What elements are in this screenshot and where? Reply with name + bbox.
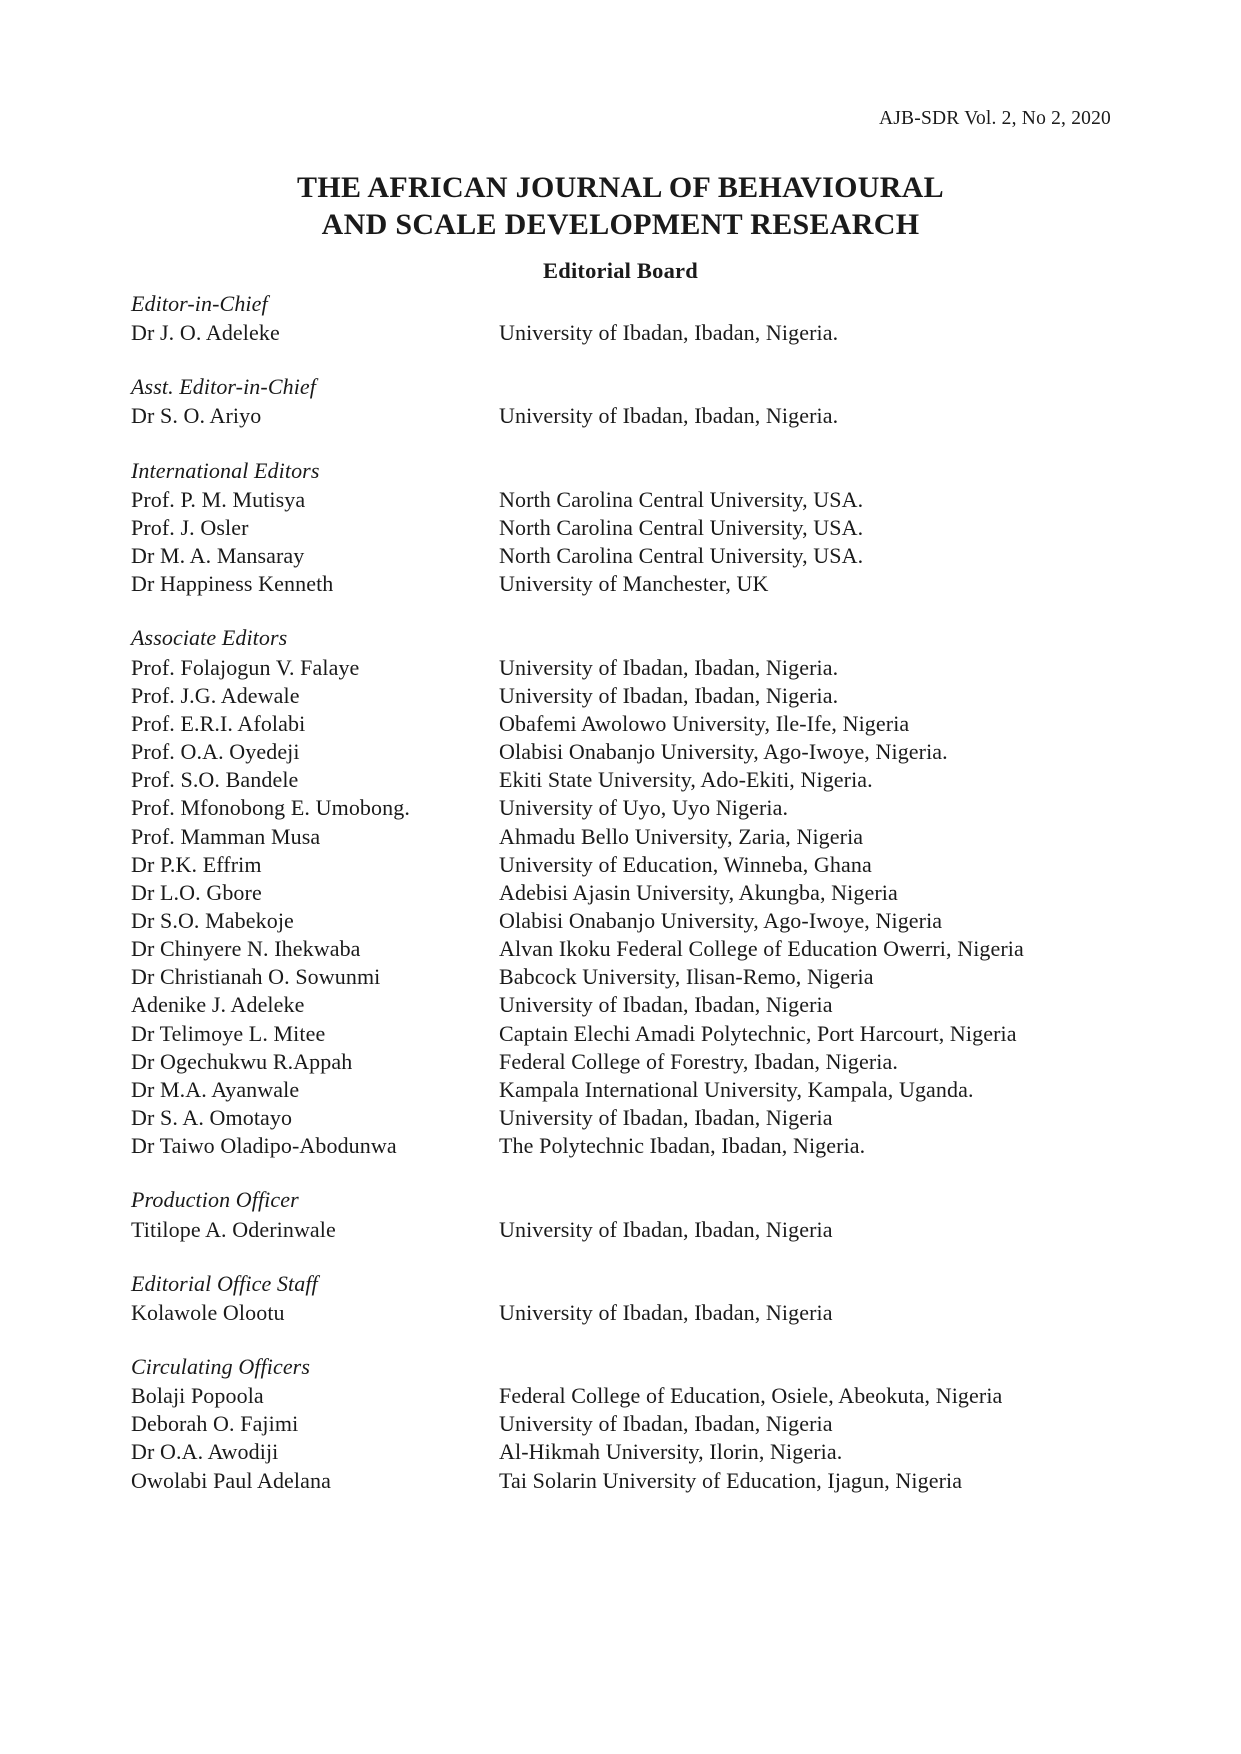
- member-name: Prof. J.G. Adewale: [131, 682, 300, 708]
- member-name: Dr Chinyere N. Ihekwaba: [131, 936, 361, 962]
- board-member-row: [131, 1299, 1131, 1327]
- member-affiliation: University of Ibadan, Ibadan, Nigeria: [499, 1411, 833, 1437]
- member-affiliation: Alvan Ikoku Federal College of Education Owerri, Nigeria: [499, 936, 1024, 962]
- board-member-row: [131, 1216, 1131, 1244]
- member-affiliation: Olabisi Onabanjo University, Ago-Iwoye, Nigeria: [499, 907, 943, 933]
- section-associate-editors: [131, 624, 1131, 1160]
- member-name: Deborah O. Fajimi: [131, 1411, 299, 1437]
- member-affiliation: University of Ibadan, Ibadan, Nigeria: [499, 1299, 833, 1325]
- issue-identifier: AJB-SDR Vol. 2, No 2, 2020: [878, 108, 1111, 129]
- section-asst-editor-in-chief: [131, 373, 1131, 430]
- board-member-row: [131, 1104, 1131, 1132]
- board-member-row: [131, 514, 1131, 542]
- board-member-row: [131, 1132, 1131, 1160]
- board-member-row: [131, 1382, 1131, 1410]
- member-name: Dr M. A. Mansaray: [131, 543, 305, 569]
- member-name: Prof. Mamman Musa: [131, 823, 321, 849]
- member-affiliation: Federal College of Forestry, Ibadan, Nigeria.: [499, 1048, 898, 1074]
- board-member-row: [131, 1410, 1131, 1438]
- section-international-editors: [131, 457, 1131, 599]
- section-title: Editor-in-Chief: [131, 291, 268, 316]
- member-affiliation: University of Ibadan, Ibadan, Nigeria: [499, 1105, 833, 1131]
- section-production-officer: [131, 1186, 1131, 1243]
- member-name: Kolawole Olootu: [131, 1299, 285, 1325]
- member-affiliation: University of Ibadan, Ibadan, Nigeria.: [499, 682, 839, 708]
- member-affiliation: University of Ibadan, Ibadan, Nigeria.: [499, 654, 839, 680]
- member-name: Adenike J. Adeleke: [131, 992, 305, 1018]
- member-name: Dr S. A. Omotayo: [131, 1105, 293, 1131]
- section-title: Circulating Officers: [131, 1354, 311, 1379]
- board-member-row: [131, 1438, 1131, 1466]
- member-affiliation: University of Manchester, UK: [499, 571, 769, 597]
- member-affiliation: University of Ibadan, Ibadan, Nigeria.: [499, 403, 839, 429]
- member-name: Prof. O.A. Oyedeji: [131, 739, 300, 765]
- board-member-row: [131, 823, 1131, 851]
- journal-title-line-2: AND SCALE DEVELOPMENT RESEARCH: [321, 207, 920, 241]
- member-affiliation: University of Ibadan, Ibadan, Nigeria: [499, 992, 833, 1018]
- member-name: Owolabi Paul Adelana: [131, 1467, 331, 1493]
- board-member-row: [131, 851, 1131, 879]
- member-name: Titilope A. Oderinwale: [131, 1216, 336, 1242]
- editorial-board-heading: Editorial Board: [543, 258, 698, 283]
- section-editorial-office-staff: [131, 1270, 1131, 1327]
- member-name: Prof. J. Osler: [131, 514, 249, 540]
- board-member-row: [131, 654, 1131, 682]
- board-member-row: [131, 486, 1131, 514]
- journal-title: [0, 170, 1241, 243]
- board-member-row: [131, 907, 1131, 935]
- member-affiliation: University of Ibadan, Ibadan, Nigeria.: [499, 320, 839, 346]
- board-member-row: [131, 319, 1131, 347]
- member-affiliation: Ahmadu Bello University, Zaria, Nigeria: [499, 823, 864, 849]
- journal-title-line-1: THE AFRICAN JOURNAL OF BEHAVIOURAL: [297, 171, 944, 204]
- member-affiliation: Federal College of Education, Osiele, Abeokuta, Nigeria: [499, 1383, 1003, 1409]
- section-circulating-officers: [131, 1353, 1131, 1495]
- member-name: Dr Telimoye L. Mitee: [131, 1020, 326, 1046]
- board-member-row: [131, 879, 1131, 907]
- section-title: Asst. Editor-in-Chief: [131, 374, 316, 400]
- member-name: Dr J. O. Adeleke: [131, 320, 280, 346]
- board-member-row: [131, 766, 1131, 794]
- member-name: Dr P.K. Effrim: [131, 851, 262, 877]
- board-member-row: [131, 963, 1131, 991]
- member-name: Dr Ogechukwu R.Appah: [131, 1048, 353, 1074]
- member-affiliation: North Carolina Central University, USA.: [499, 543, 864, 569]
- member-name: Prof. E.R.I. Afolabi: [131, 710, 306, 736]
- member-name: Bolaji Popoola: [131, 1383, 264, 1409]
- member-name: Dr S. O. Ariyo: [131, 403, 262, 429]
- section-title: Editorial Office Staff: [131, 1270, 318, 1296]
- board-member-row: [131, 542, 1131, 570]
- member-name: Dr S.O. Mabekoje: [131, 907, 294, 933]
- section-title: Associate Editors: [131, 625, 288, 651]
- member-affiliation: University of Education, Winneba, Ghana: [499, 851, 872, 877]
- board-member-row: [131, 1076, 1131, 1104]
- member-affiliation: The Polytechnic Ibadan, Ibadan, Nigeria.: [499, 1133, 866, 1159]
- member-affiliation: North Carolina Central University, USA.: [499, 486, 864, 512]
- member-affiliation: Captain Elechi Amadi Polytechnic, Port Harcourt, Nigeria: [499, 1020, 1017, 1046]
- editorial-board-list: [131, 290, 1131, 1495]
- member-affiliation: University of Uyo, Uyo Nigeria.: [499, 795, 789, 821]
- board-member-row: [131, 682, 1131, 710]
- section-spacer: [131, 1327, 1131, 1353]
- section-title: International Editors: [131, 457, 320, 483]
- member-name: Dr L.O. Gbore: [131, 879, 262, 905]
- board-member-row: [131, 570, 1131, 598]
- member-name: Dr Taiwo Oladipo-Abodunwa: [131, 1133, 397, 1159]
- member-affiliation: Obafemi Awolowo University, Ile-Ife, Nigeria: [499, 710, 910, 736]
- board-member-row: [131, 738, 1131, 766]
- member-name: Prof. S.O. Bandele: [131, 767, 299, 793]
- member-affiliation: North Carolina Central University, USA.: [499, 514, 864, 540]
- board-member-row: [131, 1467, 1131, 1495]
- section-title: Production Officer: [131, 1187, 299, 1213]
- member-affiliation: Babcock University, Ilisan-Remo, Nigeria: [499, 964, 874, 990]
- section-spacer: [131, 1160, 1131, 1186]
- member-affiliation: Adebisi Ajasin University, Akungba, Nigeria: [499, 879, 898, 905]
- member-name: Dr Happiness Kenneth: [131, 571, 334, 597]
- member-affiliation: Tai Solarin University of Education, Ijagun, Nigeria: [499, 1467, 963, 1493]
- board-member-row: [131, 935, 1131, 963]
- board-member-row: [131, 991, 1131, 1019]
- member-name: Dr O.A. Awodiji: [131, 1439, 279, 1465]
- member-affiliation: University of Ibadan, Ibadan, Nigeria: [499, 1216, 833, 1242]
- member-affiliation: Al-Hikmah University, Ilorin, Nigeria.: [499, 1439, 843, 1465]
- board-member-row: [131, 794, 1131, 822]
- section-spacer: [131, 598, 1131, 624]
- member-name: Prof. Folajogun V. Falaye: [131, 654, 360, 680]
- member-name: Dr Christianah O. Sowunmi: [131, 964, 381, 990]
- section-spacer: [131, 431, 1131, 457]
- member-affiliation: Ekiti State University, Ado-Ekiti, Nigeria.: [499, 767, 873, 793]
- member-name: Prof. Mfonobong E. Umobong.: [131, 795, 410, 821]
- board-member-row: [131, 402, 1131, 430]
- section-spacer: [131, 1244, 1131, 1270]
- section-editor-in-chief: [131, 290, 1131, 347]
- member-name: Prof. P. M. Mutisya: [131, 486, 306, 512]
- member-affiliation: Olabisi Onabanjo University, Ago-Iwoye, Nigeria.: [499, 739, 948, 765]
- board-member-row: [131, 1048, 1131, 1076]
- board-member-row: [131, 710, 1131, 738]
- member-name: Dr M.A. Ayanwale: [131, 1076, 300, 1102]
- section-spacer: [131, 347, 1131, 373]
- board-member-row: [131, 1020, 1131, 1048]
- member-affiliation: Kampala International University, Kampala, Uganda.: [499, 1076, 974, 1102]
